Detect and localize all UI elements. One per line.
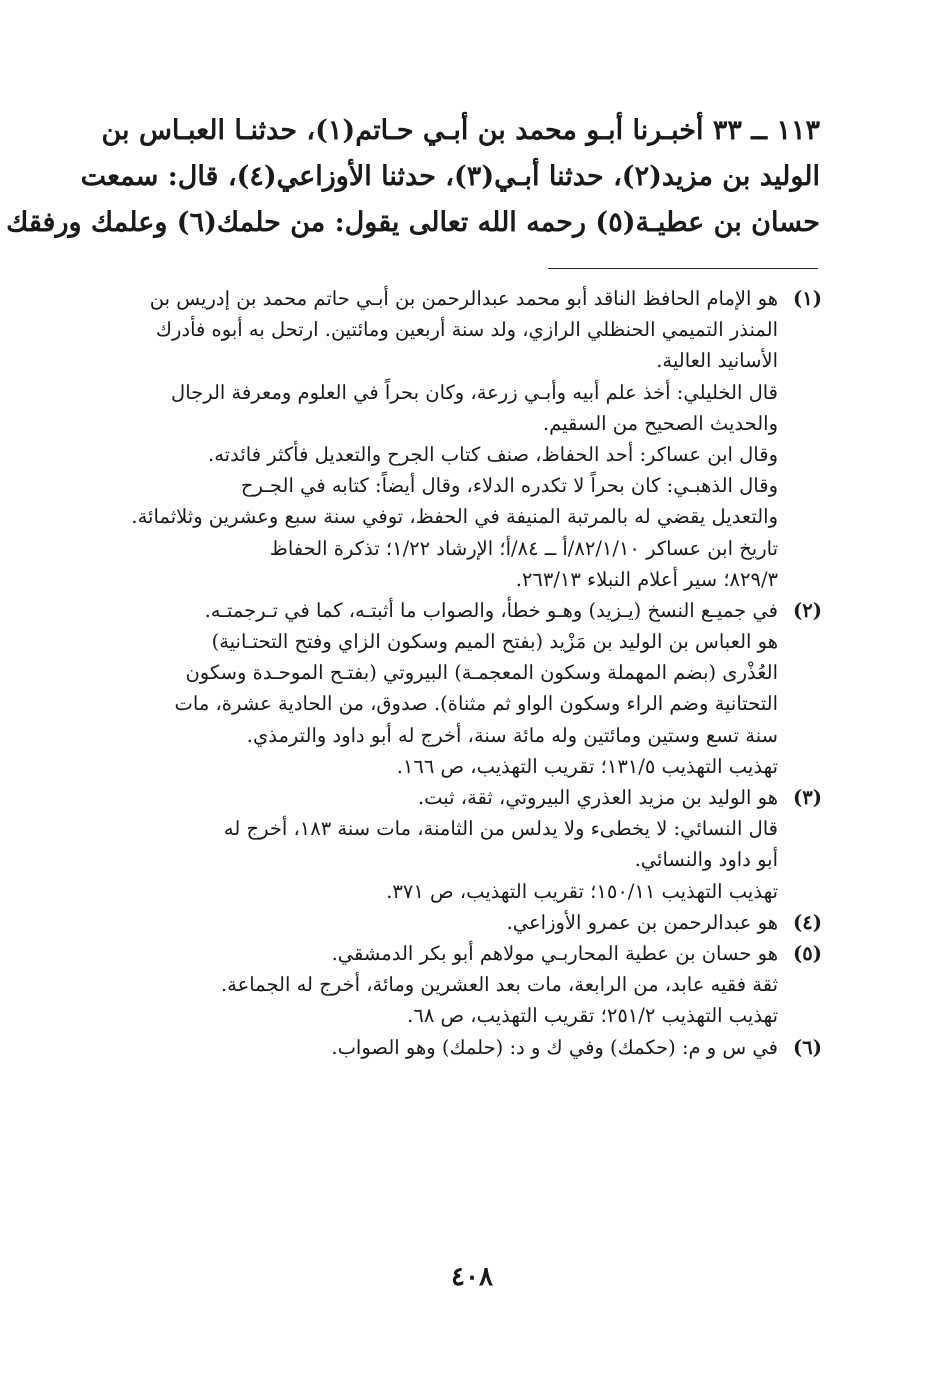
footnote-line: هو الوليد بن مزيد العذري البيروتي، ثقة، ثبت.	[417, 786, 778, 809]
footnote-1	[122, 283, 822, 595]
footnote-line: وقال الذهبـي: كان بحراً لا تكدره الدلاء، وقال أيضاً: كتابه في الجـرح	[240, 474, 778, 498]
footnote-number: (١)	[793, 287, 822, 310]
footnote-line: قال الخليلي: أخذ علم أبيه وأبـي زرعة، وكان بحراً في العلوم ومعرفة الرجال	[171, 380, 778, 404]
main-text-line: ١١٣ ــ ٣٣ أخبـرنا أبـو محمد بن أبـي حـاتم(١)، حدثنـا العبـاس بن	[101, 115, 820, 146]
footnotes	[122, 283, 822, 1063]
footnote-line: تهذيب التهذيب ١٣١/٥؛ تقريب التهذيب، ص ١٦٦.	[396, 754, 778, 778]
footnote-line: هو حسان بن عطية المحاربـي مولاهم أبو بكر الدمشقي.	[331, 941, 778, 965]
footnote-line: تهذيب التهذيب ١٥٠/١١؛ تقريب التهذيب، ص ٣٧١.	[386, 879, 778, 903]
footnote-line: والتعديل يقضي له بالمرتبة المنيفة في الحفظ، توفي سنة سبع وعشرين وثلاثمائة.	[131, 505, 778, 529]
footnote-2	[122, 595, 822, 782]
page-number: ٤٠٨	[451, 1262, 493, 1292]
main-text	[6, 108, 820, 246]
footnote-line: التحتانية وضم الراء وسكون الواو ثم مثناة). صدوق، من الحادية عشرة، مات	[174, 692, 778, 716]
footnote-number: (٥)	[793, 941, 822, 965]
footnote-line: المنذر التميمي الحنظلي الرازي، ولد سنة أربعين ومائتين. ارتحل به أبوه فأدرك	[155, 318, 778, 342]
footnote-line: هو الإمام الحافظ الناقد أبو محمد عبدالرحمن بن أبـي حاتم محمد بن إدريس بن	[149, 287, 778, 310]
footnote-line: ثقة فقيه عابد، من الرابعة، مات بعد العشرين ومائة، أخرج له الجماعة.	[220, 973, 778, 997]
footnote-3	[122, 782, 822, 907]
footnote-line: ٨٢٩/٣؛ سير أعلام النبلاء ٢٦٣/١٣.	[515, 567, 778, 591]
footnote-line: هو عبدالرحمن بن عمرو الأوزاعي.	[506, 910, 778, 934]
footnote-line: قال النسائي: لا يخطىء ولا يدلس من الثامنة، مات سنة ١٨٣، أخرج له	[223, 817, 778, 841]
footnote-line: تهذيب التهذيب ٢٥١/٢؛ تقريب التهذيب، ص ٦٨.	[407, 1004, 778, 1028]
footnote-line: وقال ابن عساكر: أحد الحفاظ، صنف كتاب الجرح والتعديل فأكثر فائدته.	[208, 442, 778, 466]
footnote-line: العُذْرى (بضم المهملة وسكون المعجمـة) البيروتي (بفتـح الموحـدة وسكون	[185, 661, 778, 685]
footnote-line: هو العباس بن الوليد بن مَزْيد (بفتح الميم وسكون الزاي وفتح التحتـانية)	[211, 630, 778, 654]
footnote-number: (٤)	[793, 910, 822, 934]
main-text-line: الوليد بن مزيد(٢)، حدثنا أبـي(٣)، حدثنا الأوزاعي(٤)، قال: سمعت	[80, 161, 820, 192]
footnote-line: والحديث الصحيح من السقيم.	[542, 411, 778, 435]
footnote-number: (٦)	[793, 1035, 822, 1059]
footnote-5	[122, 938, 822, 1032]
footnote-6	[122, 1032, 822, 1063]
footnote-separator	[548, 268, 818, 269]
footnote-line: تاريخ ابن عساكر ٨٢/١/١٠/أ ــ ٨٤/أ؛ الإرشاد ١/٢٢؛ تذكرة الحفاظ	[269, 536, 778, 560]
footnote-number: (٣)	[793, 786, 822, 809]
footnote-number: (٢)	[793, 598, 822, 622]
footnote-4	[122, 907, 822, 938]
main-text-line: حسان بن عطيـة(٥) رحمه الله تعالى يقول: من حلمك(٦) وعلمك ورفقك	[6, 207, 820, 238]
footnote-line: سنة تسع وستين ومائتين وله مائة سنة، أخرج له أبو داود والترمذي.	[246, 723, 778, 747]
footnote-line: أبو داود والنسائي.	[634, 848, 778, 872]
footnote-line: الأسانيد العالية.	[656, 349, 778, 373]
footnote-line: في س و م: (حكمك) وفي ك و د: (حلمك) وهو الصواب.	[331, 1035, 778, 1059]
footnote-line: في جميـع النسخ (يـزيد) وهـو خطأ، والصواب ما أثبتـه، كما في تـرجمتـه.	[204, 598, 778, 622]
